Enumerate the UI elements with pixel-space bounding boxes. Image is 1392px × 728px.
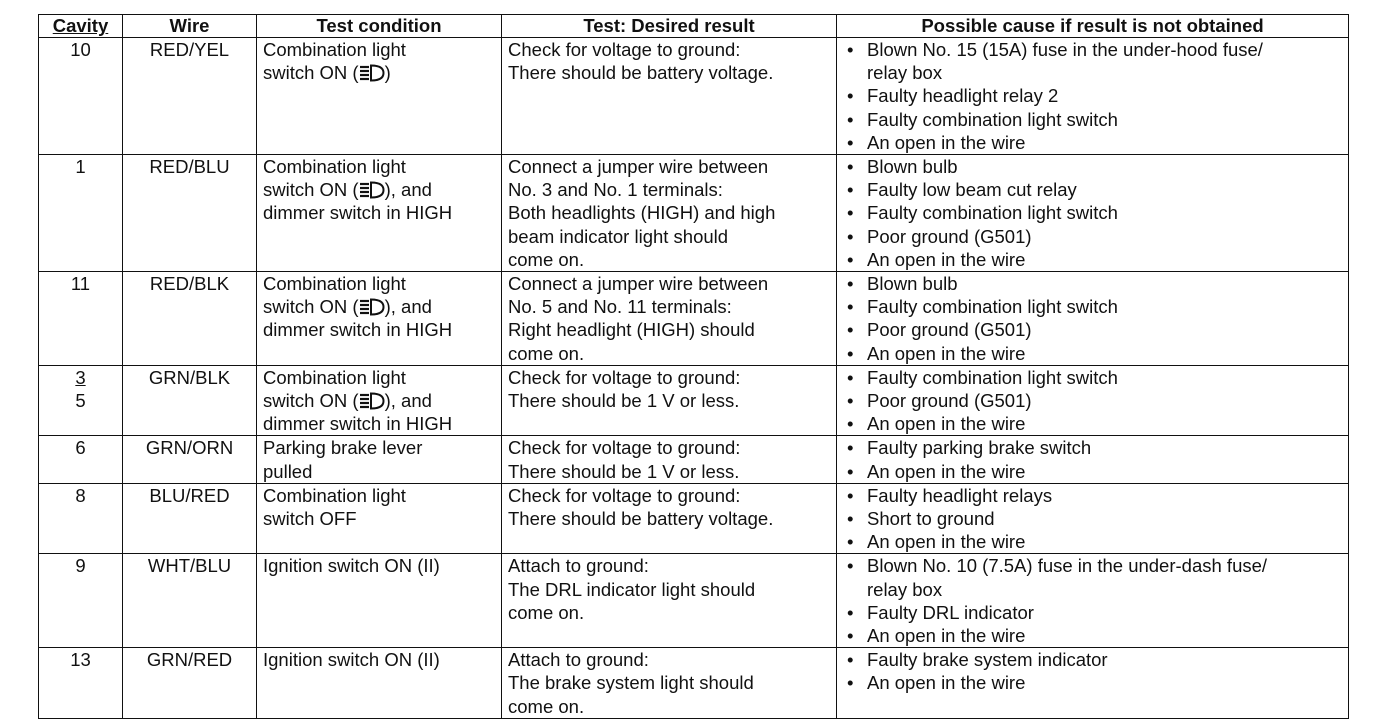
table-row bbox=[39, 436, 1349, 483]
test-condition-line: dimmer switch in HIGH bbox=[263, 319, 453, 341]
desired-result-text: Attach to ground: The DRL indicator light should come on. bbox=[508, 555, 756, 623]
cavity-cell bbox=[39, 155, 123, 272]
cause-item: • An open in the wire bbox=[843, 131, 1342, 154]
table-row bbox=[39, 38, 1349, 155]
cause-list bbox=[843, 484, 1342, 554]
desired-result-text: Attach to ground: The brake system light should come on. bbox=[508, 649, 754, 717]
table-row bbox=[39, 554, 1349, 648]
test-condition-line: Combination light bbox=[263, 273, 406, 295]
header-possible-cause: Possible cause if result is not obtained bbox=[837, 15, 1349, 38]
test-condition-text: switch ON ( bbox=[263, 179, 359, 201]
cavity-number: 6 bbox=[75, 437, 86, 459]
table-body bbox=[39, 38, 1349, 719]
cause-item: • Faulty DRL indicator bbox=[843, 601, 1342, 624]
cause-item: • An open in the wire bbox=[843, 624, 1342, 647]
desired-result-text: Connect a jumper wire between No. 3 and No. 1 terminals: Both headlights (HIGH) and high beam indicator light should come on. bbox=[508, 156, 776, 270]
desired-result-text: Check for voltage to ground: There should be battery voltage. bbox=[508, 484, 774, 530]
desired-result-cell bbox=[502, 272, 837, 366]
test-condition-line: dimmer switch in HIGH bbox=[263, 413, 453, 435]
cause-item: • Faulty combination light switch bbox=[843, 201, 1342, 224]
headlight-high-beam-icon bbox=[359, 181, 385, 199]
possible-cause-cell bbox=[837, 436, 1349, 483]
test-condition-cell bbox=[257, 648, 502, 719]
cause-item: • An open in the wire bbox=[843, 460, 1342, 483]
wire-color-cell: BLU/RED bbox=[123, 483, 257, 554]
table-row bbox=[39, 272, 1349, 366]
wire-color-cell: GRN/ORN bbox=[123, 436, 257, 483]
test-condition-cell bbox=[257, 436, 502, 483]
test-condition-text: Combination light switch OFF bbox=[263, 484, 406, 530]
possible-cause-cell bbox=[837, 272, 1349, 366]
cause-item: • Poor ground (G501) bbox=[843, 318, 1342, 341]
cause-item: • Faulty low beam cut relay bbox=[843, 178, 1342, 201]
wire-color-cell: GRN/BLK bbox=[123, 365, 257, 436]
cause-item: • Poor ground (G501) bbox=[843, 389, 1342, 412]
cause-item: • Faulty parking brake switch bbox=[843, 436, 1342, 459]
possible-cause-cell bbox=[837, 365, 1349, 436]
wire-color-cell: GRN/RED bbox=[123, 648, 257, 719]
possible-cause-cell bbox=[837, 648, 1349, 719]
cavity-cell bbox=[39, 483, 123, 554]
test-condition-cell bbox=[257, 365, 502, 436]
desired-result-text: Check for voltage to ground: There should be battery voltage. bbox=[508, 39, 774, 84]
cause-list bbox=[843, 366, 1342, 436]
test-condition-text: switch ON ( bbox=[263, 62, 359, 84]
cause-item: • Short to ground bbox=[843, 507, 1342, 530]
test-condition-line: Combination light bbox=[263, 366, 406, 388]
test-condition-line: Combination light bbox=[263, 39, 406, 60]
cavity-number: 11 bbox=[70, 273, 91, 295]
desired-result-cell bbox=[502, 648, 837, 719]
cause-item: • Faulty brake system indicator bbox=[843, 648, 1342, 671]
cavity-number: 9 bbox=[75, 555, 86, 577]
cause-item: • Faulty combination light switch bbox=[843, 108, 1342, 131]
desired-result-cell bbox=[502, 365, 837, 436]
desired-result-cell bbox=[502, 38, 837, 155]
possible-cause-cell bbox=[837, 155, 1349, 272]
test-condition-cell bbox=[257, 38, 502, 155]
desired-result-text: Check for voltage to ground: There should be 1 V or less. bbox=[508, 437, 741, 482]
test-condition-text: ), and bbox=[384, 179, 432, 201]
cause-item: • Blown bulb bbox=[843, 155, 1342, 178]
cavity-number: 3 bbox=[75, 366, 86, 388]
header-test-condition: Test condition bbox=[257, 15, 502, 38]
test-condition-text: switch ON ( bbox=[263, 390, 359, 412]
desired-result-cell bbox=[502, 554, 837, 648]
cause-item: • Blown bulb bbox=[843, 272, 1342, 295]
table-row bbox=[39, 365, 1349, 436]
cavity-cell bbox=[39, 554, 123, 648]
cause-list bbox=[843, 436, 1342, 482]
test-condition-text: switch ON ( bbox=[263, 296, 359, 318]
desired-result-text: Connect a jumper wire between No. 5 and No. 11 terminals: Right headlight (HIGH) should come on. bbox=[508, 273, 769, 364]
cavity-number: 8 bbox=[75, 484, 86, 506]
possible-cause-cell bbox=[837, 483, 1349, 554]
desired-result-cell bbox=[502, 155, 837, 272]
troubleshooting-table bbox=[38, 14, 1349, 719]
test-condition-line: Combination light bbox=[263, 156, 406, 178]
table-row bbox=[39, 483, 1349, 554]
cause-item: • An open in the wire bbox=[843, 248, 1342, 271]
cause-item: • Faulty headlight relays bbox=[843, 484, 1342, 507]
cause-item: • An open in the wire bbox=[843, 671, 1342, 694]
test-condition-text: ), and bbox=[384, 296, 432, 318]
cavity-cell bbox=[39, 272, 123, 366]
cause-item: • An open in the wire bbox=[843, 342, 1342, 365]
cause-list bbox=[843, 648, 1342, 694]
cause-item: • An open in the wire bbox=[843, 412, 1342, 435]
cause-item: • Poor ground (G501) bbox=[843, 225, 1342, 248]
cavity-number: 13 bbox=[70, 649, 91, 671]
test-condition-text: Ignition switch ON (II) bbox=[263, 649, 440, 671]
headlight-high-beam-icon bbox=[359, 298, 385, 316]
cavity-number: 5 bbox=[75, 390, 86, 412]
test-condition-line bbox=[263, 389, 495, 412]
test-condition-line: dimmer switch in HIGH bbox=[263, 202, 453, 224]
cause-list bbox=[843, 272, 1342, 365]
table-row bbox=[39, 155, 1349, 272]
test-condition-line bbox=[263, 178, 495, 201]
header-cavity: Cavity bbox=[39, 15, 123, 38]
possible-cause-cell bbox=[837, 38, 1349, 155]
wire-color-cell: RED/BLK bbox=[123, 272, 257, 366]
table-row bbox=[39, 648, 1349, 719]
test-condition-text: Ignition switch ON (II) bbox=[263, 555, 440, 577]
test-condition-text: ), and bbox=[384, 390, 432, 412]
test-condition-text: Parking brake lever pulled bbox=[263, 437, 423, 482]
cause-list bbox=[843, 554, 1342, 647]
cause-item: • Blown No. 15 (15A) fuse in the under-hood fuse/ relay box bbox=[843, 38, 1342, 84]
cavity-number: 10 bbox=[70, 39, 91, 60]
possible-cause-cell bbox=[837, 554, 1349, 648]
wire-color-cell: RED/YEL bbox=[123, 38, 257, 155]
desired-result-cell bbox=[502, 436, 837, 483]
cavity-cell bbox=[39, 436, 123, 483]
cavity-cell bbox=[39, 648, 123, 719]
cavity-cell bbox=[39, 365, 123, 436]
wire-color-cell: RED/BLU bbox=[123, 155, 257, 272]
test-condition-line bbox=[263, 295, 495, 318]
desired-result-cell bbox=[502, 483, 837, 554]
test-condition-cell bbox=[257, 483, 502, 554]
test-condition-cell bbox=[257, 554, 502, 648]
cause-list bbox=[843, 38, 1342, 154]
cavity-number: 1 bbox=[75, 156, 86, 178]
test-condition-text: ) bbox=[384, 62, 391, 84]
test-condition-cell bbox=[257, 272, 502, 366]
cause-item: • Blown No. 10 (7.5A) fuse in the under-dash fuse/ relay box bbox=[843, 554, 1342, 600]
cause-item: • Faulty headlight relay 2 bbox=[843, 84, 1342, 107]
cause-item: • Faulty combination light switch bbox=[843, 366, 1342, 389]
wire-color-cell: WHT/BLU bbox=[123, 554, 257, 648]
header-row bbox=[39, 15, 1349, 38]
cause-list bbox=[843, 155, 1342, 271]
headlight-high-beam-icon bbox=[359, 64, 385, 82]
headlight-high-beam-icon bbox=[359, 392, 385, 410]
cause-item: • Faulty combination light switch bbox=[843, 295, 1342, 318]
header-desired-result: Test: Desired result bbox=[502, 15, 837, 38]
header-wire: Wire bbox=[123, 15, 257, 38]
desired-result-text: Check for voltage to ground: There should be 1 V or less. bbox=[508, 366, 741, 412]
cause-item: • An open in the wire bbox=[843, 530, 1342, 553]
test-condition-line bbox=[263, 61, 495, 84]
test-condition-cell bbox=[257, 155, 502, 272]
cavity-cell bbox=[39, 38, 123, 155]
